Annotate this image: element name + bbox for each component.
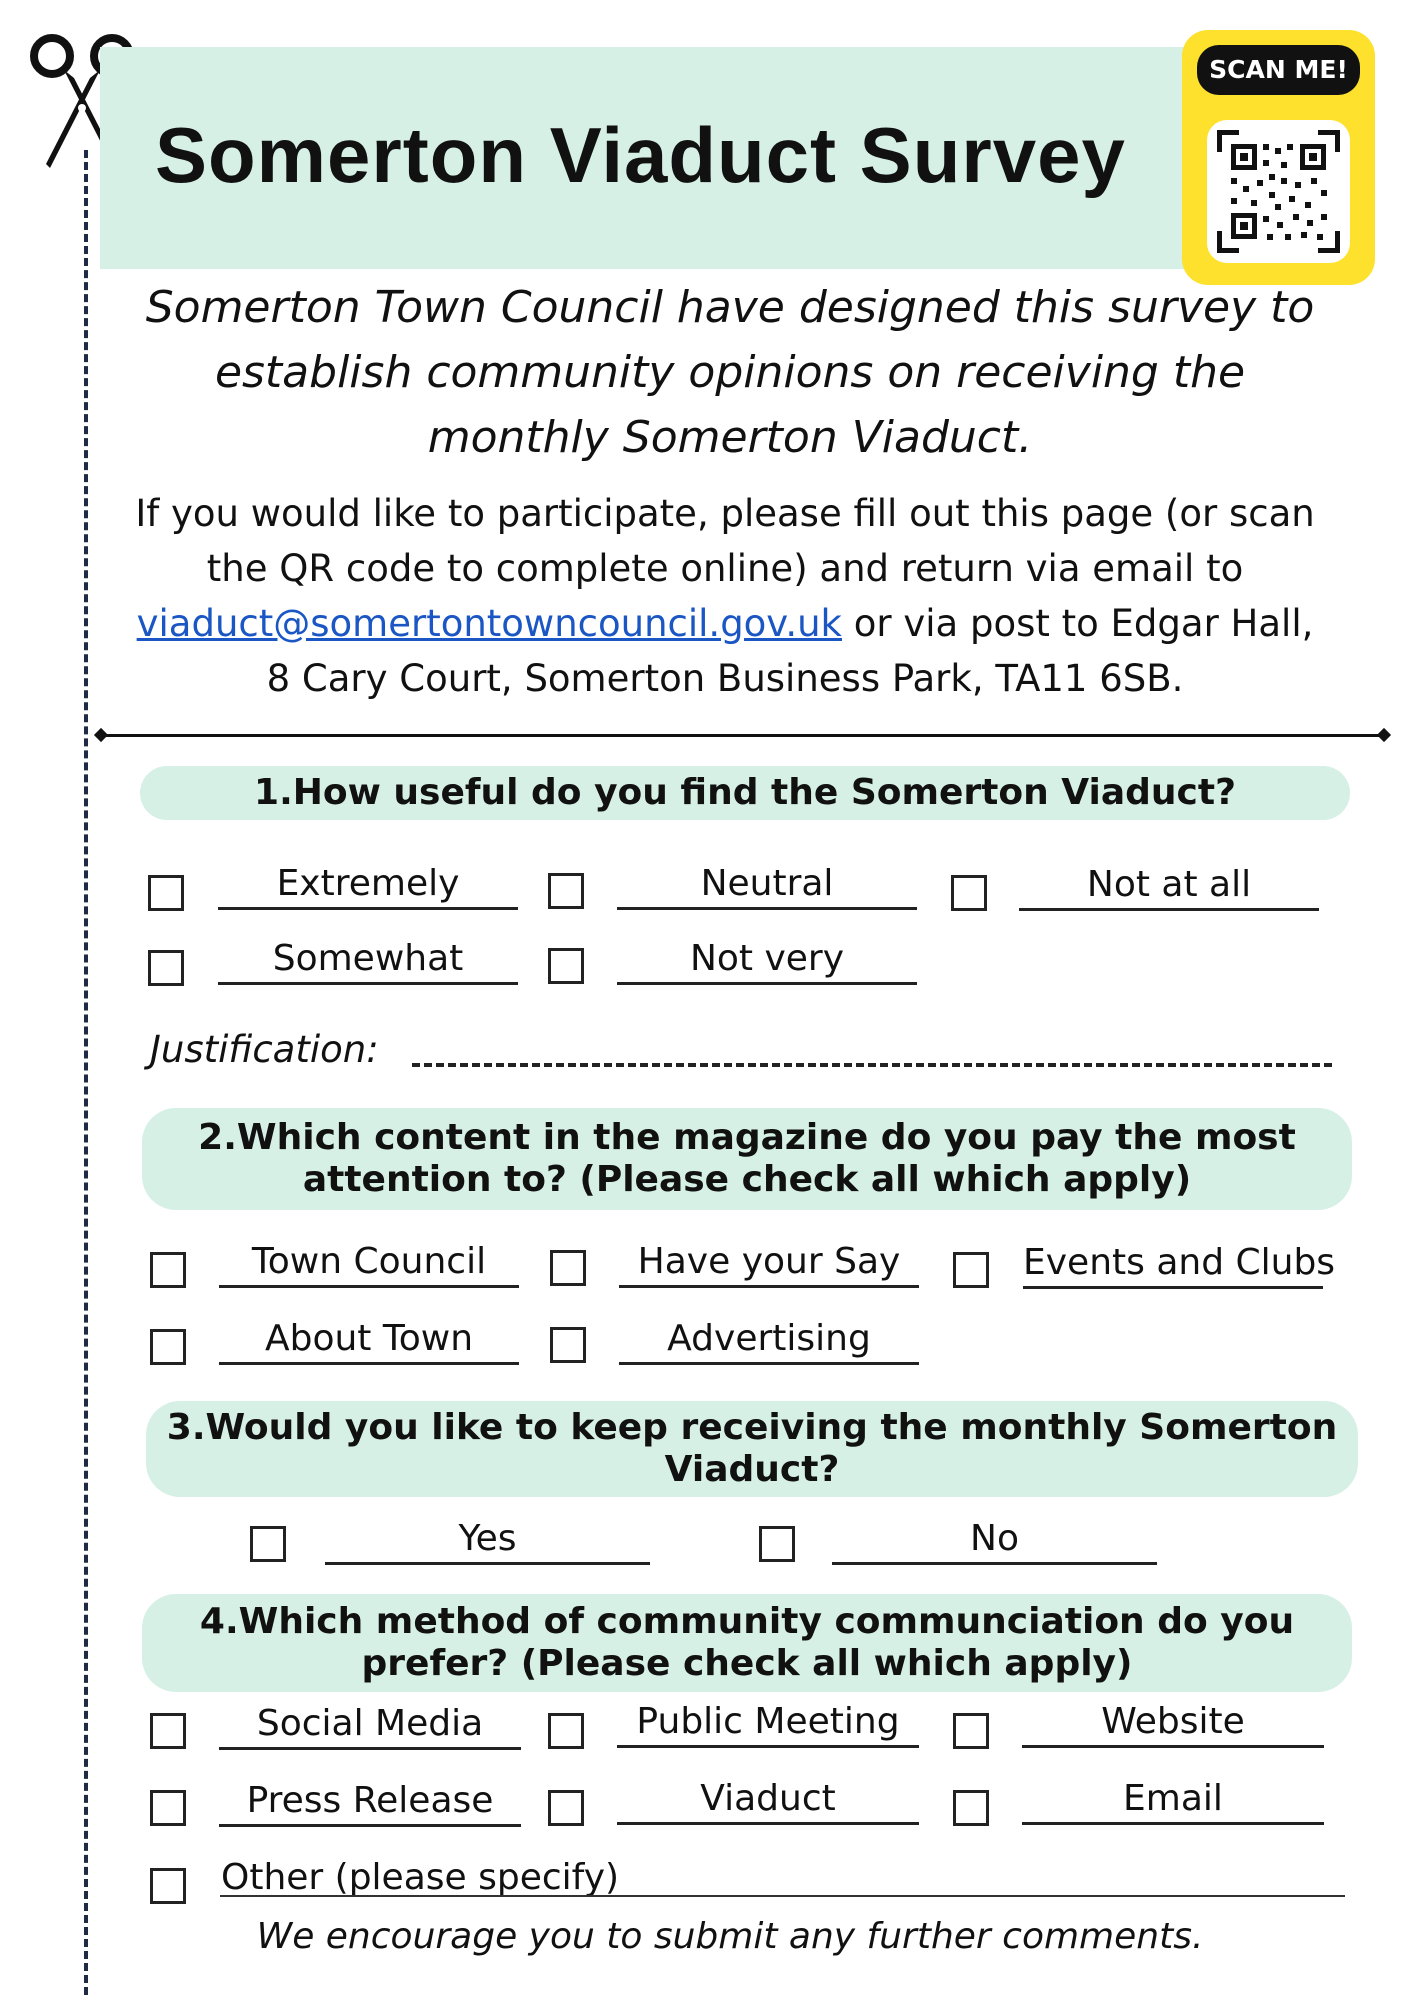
checkbox-press-release[interactable] [150, 1790, 186, 1826]
option-email: Email [1022, 1777, 1324, 1825]
checkbox-somewhat[interactable] [148, 950, 184, 986]
intro-lead: Somerton Town Council have designed this survey to establish community opinions on receiving the monthly Somerton Viaduct. [145, 282, 1315, 463]
checkbox-email[interactable] [953, 1790, 989, 1826]
option-public-meeting: Public Meeting [617, 1700, 919, 1748]
scan-me-label: SCAN ME! [1197, 45, 1360, 95]
closing-note: We encourage you to submit any further comments. [256, 1916, 1204, 1957]
option-social-media: Social Media [219, 1702, 521, 1750]
question-4-title: 4.Which method of community communciation do you prefer? (Please check all which apply) [142, 1594, 1352, 1692]
checkbox-advertising[interactable] [550, 1327, 586, 1363]
instructions-address: or via post to Edgar Hall, 8 Cary Court, Somerton Business Park, TA11 6SB. [266, 602, 1314, 700]
checkbox-town-council[interactable] [150, 1252, 186, 1288]
divider-cap-left [94, 728, 108, 742]
option-town-council: Town Council [219, 1240, 519, 1288]
instructions-text: If you would like to participate, please fill out this page (or scan the QR code to complete online) and return via email to [135, 492, 1315, 590]
option-neutral: Neutral [617, 862, 917, 910]
checkbox-no[interactable] [759, 1526, 795, 1562]
option-not-at-all: Not at all [1019, 863, 1319, 911]
checkbox-other[interactable] [150, 1868, 186, 1904]
checkbox-yes[interactable] [250, 1526, 286, 1562]
option-viaduct: Viaduct [617, 1777, 919, 1825]
option-website: Website [1022, 1700, 1324, 1748]
option-somewhat: Somewhat [218, 937, 518, 985]
page-title: Somerton Viaduct Survey [155, 111, 1126, 199]
option-yes: Yes [325, 1517, 650, 1565]
checkbox-extremely[interactable] [148, 875, 184, 911]
checkbox-website[interactable] [953, 1713, 989, 1749]
option-no: No [832, 1517, 1157, 1565]
option-about-town: About Town [219, 1317, 519, 1365]
checkbox-public-meeting[interactable] [548, 1713, 584, 1749]
option-events-and-clubs: Events and Clubs [1023, 1241, 1323, 1289]
checkbox-events-and-clubs[interactable] [953, 1252, 989, 1288]
question-2-title: 2.Which content in the magazine do you pay the most attention to? (Please check all which apply) [142, 1108, 1352, 1210]
email-link[interactable]: viaduct@somertontowncouncil.gov.uk [136, 602, 842, 645]
checkbox-viaduct[interactable] [548, 1790, 584, 1826]
other-specify-input[interactable] [220, 1895, 1345, 1897]
checkbox-neutral[interactable] [548, 873, 584, 909]
option-extremely: Extremely [218, 862, 518, 910]
option-have-your-say: Have your Say [619, 1240, 919, 1288]
question-3-title: 3.Would you like to keep receiving the monthly Somerton Viaduct? [146, 1401, 1358, 1497]
section-divider [100, 734, 1385, 737]
checkbox-about-town[interactable] [150, 1329, 186, 1365]
cut-here-dashed-line [84, 150, 88, 1995]
question-1-title: 1.How useful do you find the Somerton Viaduct? [140, 766, 1350, 820]
checkbox-social-media[interactable] [150, 1713, 186, 1749]
justification-input[interactable] [412, 1063, 1332, 1067]
option-advertising: Advertising [619, 1317, 919, 1365]
justification-label: Justification: [150, 1028, 379, 1071]
qr-code-icon[interactable] [1217, 130, 1340, 253]
option-other: Other (please specify) [221, 1857, 620, 1898]
checkbox-not-at-all[interactable] [951, 875, 987, 911]
option-not-very: Not very [617, 937, 917, 985]
option-press-release: Press Release [219, 1779, 521, 1827]
divider-cap-right [1377, 728, 1391, 742]
checkbox-not-very[interactable] [548, 948, 584, 984]
instructions [130, 486, 1320, 706]
checkbox-have-your-say[interactable] [550, 1250, 586, 1286]
